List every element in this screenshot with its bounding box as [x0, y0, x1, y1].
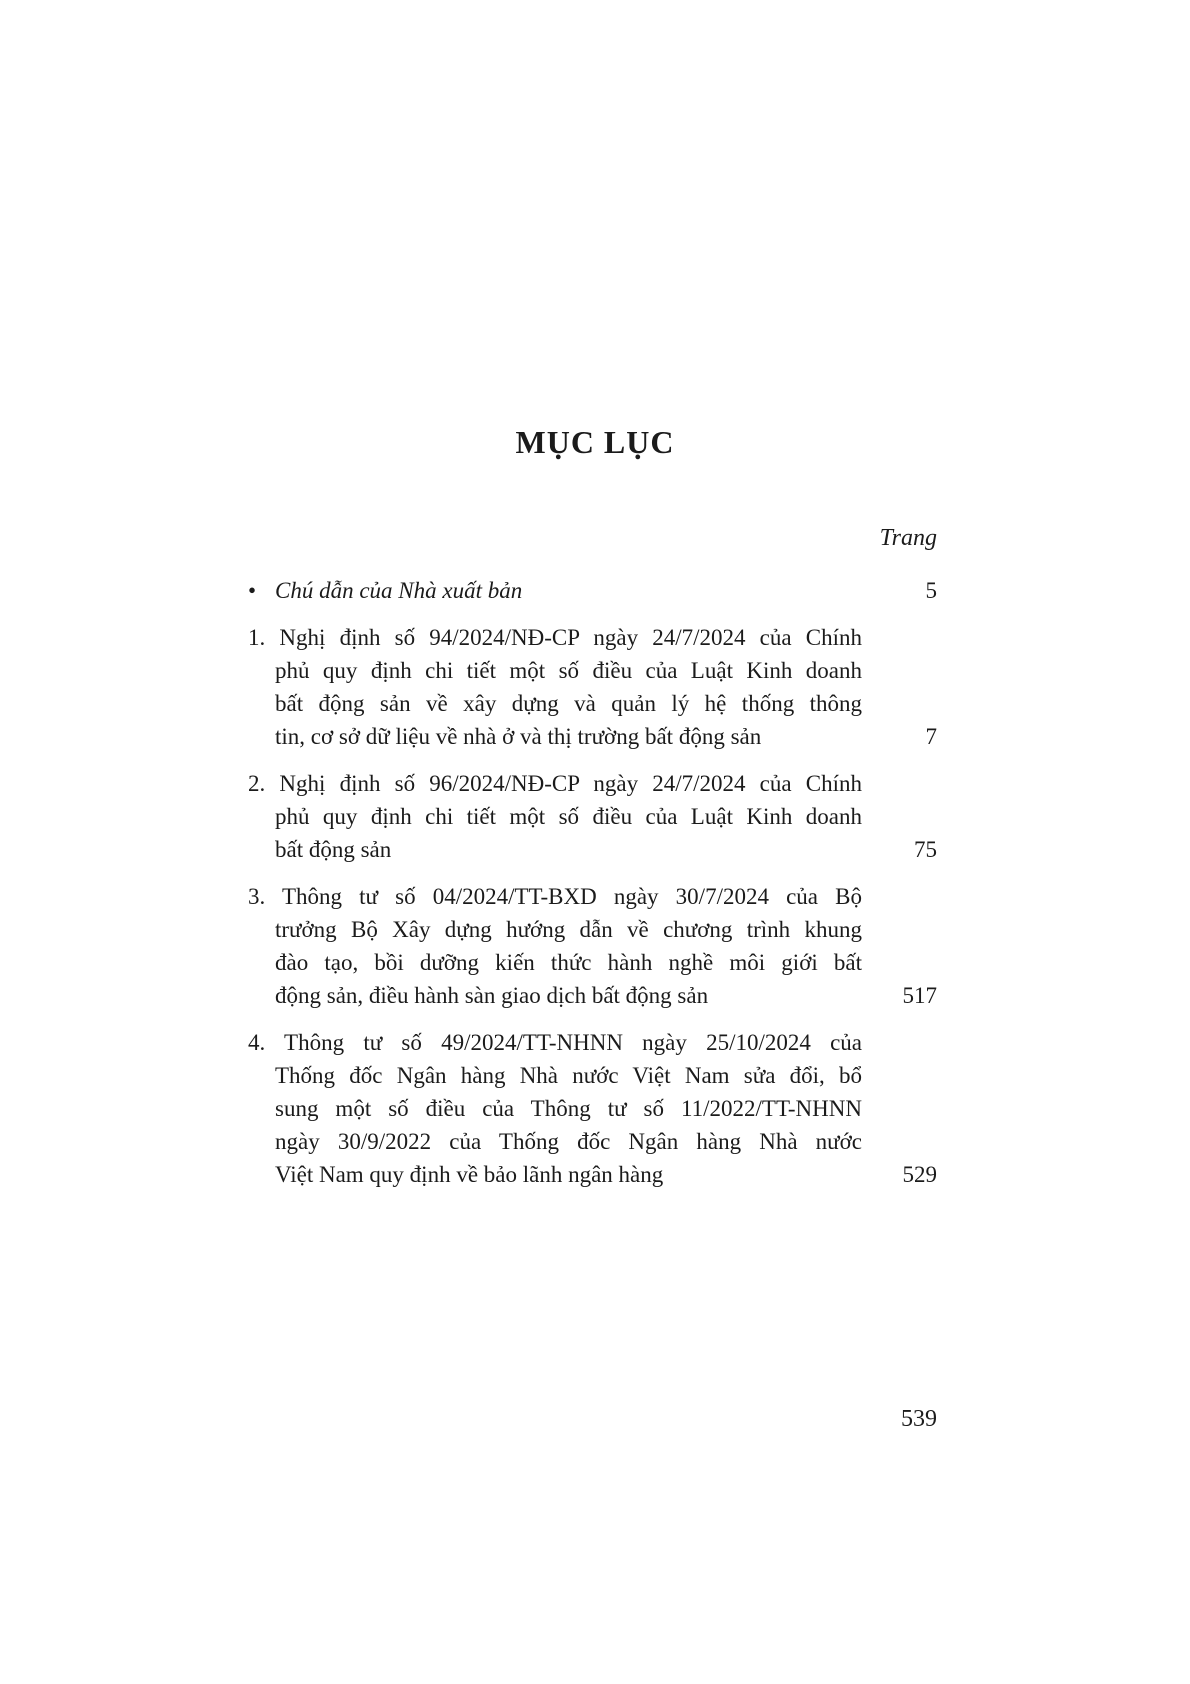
page-title: MỤC LỤC	[515, 424, 675, 460]
toc-entry-3	[248, 880, 937, 1012]
toc-entry-line: bất động sản	[275, 837, 392, 862]
toc-preface-label: Chú dẫn của Nhà xuất bản	[275, 578, 523, 603]
toc-entry-line: 2. Nghị định số 96/2024/NĐ-CP ngày 24/7/2024 của Chính	[248, 771, 862, 796]
footer-page-number: 539	[901, 1406, 937, 1432]
toc-preface-line	[248, 574, 862, 607]
toc-page-number: 529	[902, 1162, 937, 1187]
toc-entry-line: bất động sản về xây dựng và quản lý hệ thống thông	[275, 691, 862, 716]
toc-preface-item	[248, 574, 937, 607]
page-column-header: Trang	[879, 525, 937, 551]
toc-entry-1	[248, 621, 937, 753]
toc-entry-text	[248, 1026, 862, 1191]
toc-entry-line: 3. Thông tư số 04/2024/TT-BXD ngày 30/7/2024 của Bộ	[248, 884, 862, 909]
toc-page-number: 75	[914, 837, 937, 862]
toc-entry-line: phủ quy định chi tiết một số điều của Luật Kinh doanh	[275, 804, 862, 829]
toc-entry-line: Việt Nam quy định về bảo lãnh ngân hàng	[275, 1162, 664, 1187]
table-of-contents	[248, 524, 937, 1205]
toc-entry-4	[248, 1026, 937, 1191]
toc-entry-line: 4. Thông tư số 49/2024/TT-NHNN ngày 25/10/2024 của	[248, 1030, 862, 1055]
toc-entry-2	[248, 767, 937, 866]
bullet-icon: •	[248, 578, 257, 603]
toc-entry-line: Thống đốc Ngân hàng Nhà nước Việt Nam sửa đổi, bổ	[275, 1063, 862, 1088]
toc-entry-line: đào tạo, bồi dưỡng kiến thức hành nghề môi giới bất	[275, 950, 862, 975]
toc-page-number: 5	[925, 578, 937, 603]
toc-entry-line: sung một số điều của Thông tư số 11/2022/TT-NHNN	[275, 1096, 862, 1121]
toc-entry-text	[248, 880, 862, 1012]
toc-entry-line: phủ quy định chi tiết một số điều của Luật Kinh doanh	[275, 658, 862, 683]
toc-entry-line: tin, cơ sở dữ liệu về nhà ở và thị trường bất động sản	[275, 724, 762, 749]
toc-preface-text	[248, 574, 862, 607]
toc-entry-line: ngày 30/9/2022 của Thống đốc Ngân hàng Nhà nước	[275, 1129, 862, 1154]
toc-page-number: 7	[925, 724, 937, 749]
toc-entry-line: động sản, điều hành sàn giao dịch bất động sản	[275, 983, 709, 1008]
toc-entry-text	[248, 767, 862, 866]
toc-entry-text	[248, 621, 862, 753]
toc-page-number: 517	[902, 983, 937, 1008]
toc-entry-line: trưởng Bộ Xây dựng hướng dẫn về chương trình khung	[275, 917, 862, 942]
toc-entry-line: 1. Nghị định số 94/2024/NĐ-CP ngày 24/7/2024 của Chính	[248, 625, 862, 650]
